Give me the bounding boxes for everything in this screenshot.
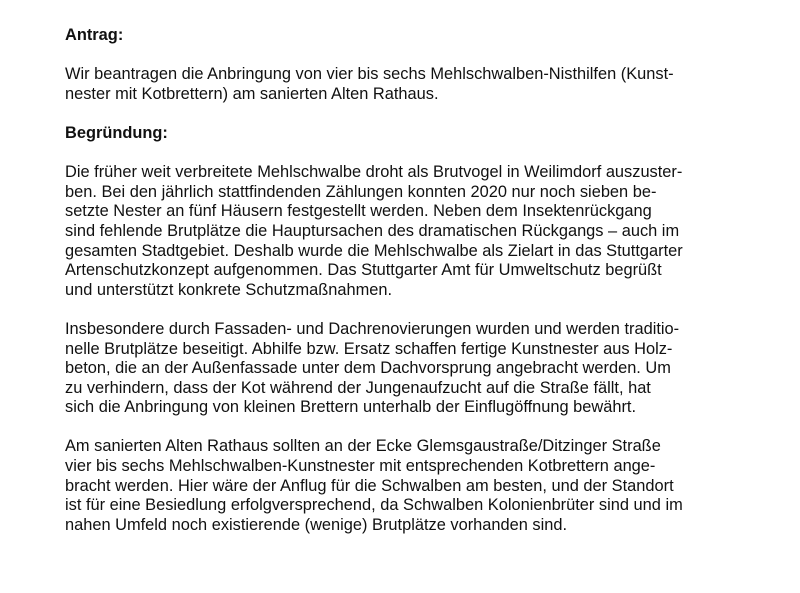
begruendung-paragraph-3 [65,437,745,535]
text-line: Insbesondere durch Fassaden- und Dachrenovierungen wurden und werden traditio- [65,319,680,338]
text-line: Artenschutzkonzept aufgenommen. Das Stuttgarter Amt für Umweltschutz begrüßt [65,261,662,280]
spacer [65,300,745,320]
heading-antrag: Antrag: [65,26,124,44]
document-page [65,26,745,535]
text-line: sich die Anbringung von kleinen Brettern unterhalb der Einflugöffnung bewährt. [65,398,637,417]
text-line: nelle Brutplätze beseitigt. Abhilfe bzw. Ersatz schaffen fertige Kunstnester aus Holz- [65,339,673,358]
text-line: bracht werden. Hier wäre der Anflug für die Schwalben am besten, und der Standort [65,476,674,495]
spacer [65,144,745,164]
text-line: sind fehlende Brutplätze die Hauptursachen des dramatischen Rückgangs – auch im [65,221,680,240]
text-line: nahen Umfeld noch existierende (wenige) Brutplätze vorhanden sind. [65,515,568,534]
text-line: gesamten Stadtgebiet. Deshalb wurde die Mehlschwalbe als Zielart in das Stuttgarter [65,241,683,260]
heading-begruendung: Begründung: [65,123,168,142]
text-line: zu verhindern, dass der Kot während der Jungenaufzucht auf die Straße fällt, hat [65,378,651,397]
text-line: ben. Bei den jährlich stattfindenden Zählungen konnten 2020 nur noch sieben be- [65,182,657,201]
text-line: ist für eine Besiedlung erfolgversprechend, da Schwalben Kolonienbrüter sind und im [65,496,683,515]
text-line: und unterstützt konkrete Schutzmaßnahmen. [65,280,393,299]
spacer [65,418,745,438]
begruendung-paragraph-2 [65,320,745,418]
spacer [65,104,745,124]
text-line: nester mit Kotbrettern) am sanierten Alten Rathaus. [65,84,439,103]
text-line: Wir beantragen die Anbringung von vier bis sechs Mehlschwalben-Nisthilfen (Kunst- [65,65,674,84]
begruendung-paragraph-1 [65,163,745,300]
text-line: Am sanierten Alten Rathaus sollten an der Ecke Glemsgaustraße/Ditzinger Straße [65,437,661,456]
text-line: vier bis sechs Mehlschwalben-Kunstnester mit entsprechenden Kotbrettern ange- [65,457,656,476]
antrag-paragraph [65,65,745,104]
text-line: Die früher weit verbreitete Mehlschwalbe droht als Brutvogel in Weilimdorf auszuster- [65,163,683,182]
text-line: setzte Nester an fünf Häusern festgestellt werden. Neben dem Insektenrückgang [65,202,652,221]
text-line: beton, die an der Außenfassade unter dem Dachvorsprung angebracht werden. Um [65,359,671,378]
spacer [65,46,745,66]
